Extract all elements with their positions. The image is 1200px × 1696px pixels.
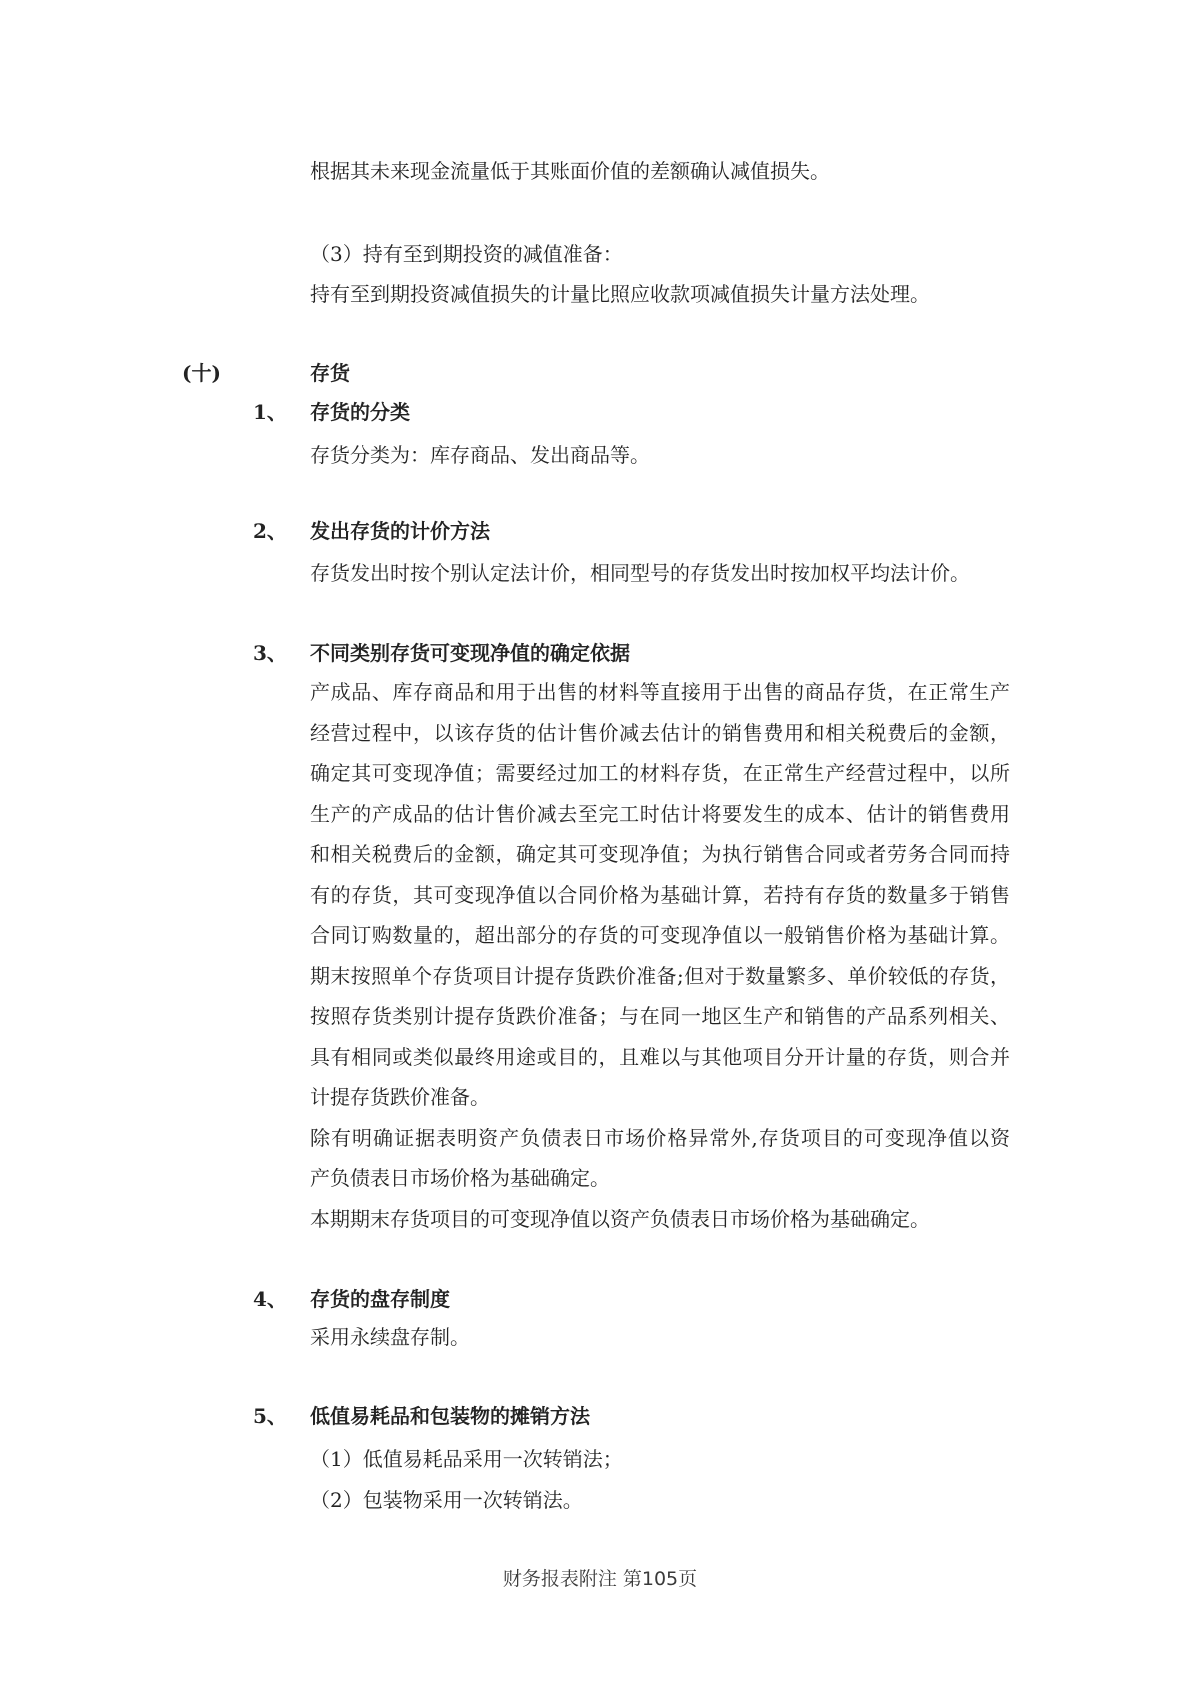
item-3-heading: 不同类别存货可变现净值的确定依据 (310, 641, 630, 665)
carryover-text-line: 根据其未来现金流量低于其账面价值的差额确认减值损失。 (310, 159, 830, 183)
item-4-number: 4、 (253, 1287, 287, 1311)
item-3-number: 3、 (253, 641, 287, 665)
paragraph-line: 经营过程中，以该存货的估计售价减去估计的销售费用和相关税费后的金额， (310, 720, 1010, 745)
paragraph-line: 具有相同或类似最终用途或目的，且难以与其他项目分开计量的存货，则合并 (310, 1044, 1010, 1069)
paragraph-line: 有的存货，其可变现净值以合同价格为基础计算，若持有存货的数量多于销售 (310, 882, 1010, 907)
paragraph-line: 期末按照单个存货项目计提存货跌价准备;但对于数量繁多、单价较低的存货， (310, 963, 1010, 988)
page-footer: 财务报表附注 第105页 (502, 1568, 698, 1590)
paragraph-line: 除有明确证据表明资产负债表日市场价格异常外,存货项目的可变现净值以资 (310, 1125, 1010, 1150)
clause-3-heading: （3）持有至到期投资的减值准备： (310, 242, 623, 266)
paragraph-line: 合同订购数量的，超出部分的存货的可变现净值以一般销售价格为基础计算。 (310, 923, 1010, 947)
paragraph-line: 生产的产成品的估计售价减去至完工时估计将要发生的成本、估计的销售费用 (310, 801, 1010, 826)
paragraph-line: 计提存货跌价准备。 (310, 1085, 490, 1109)
section-title: 存货 (310, 361, 350, 385)
paragraph-line: 按照存货类别计提存货跌价准备；与在同一地区生产和销售的产品系列相关、 (310, 1004, 1010, 1028)
paragraph-line: 和相关税费后的金额，确定其可变现净值；为执行销售合同或者劳务合同而持 (310, 842, 1010, 866)
item-2-heading: 发出存货的计价方法 (310, 519, 490, 543)
item-4-body: 采用永续盘存制。 (310, 1325, 470, 1349)
item-1-number: 1、 (253, 400, 287, 424)
item-5-heading: 低值易耗品和包装物的摊销方法 (310, 1404, 590, 1428)
clause-3-body: 持有至到期投资减值损失的计量比照应收款项减值损失计量方法处理。 (310, 282, 930, 306)
item-5-subitem-2: （2）包装物采用一次转销法。 (310, 1488, 583, 1512)
item-5-number: 5、 (253, 1404, 287, 1428)
item-2-body: 存货发出时按个别认定法计价，相同型号的存货发出时按加权平均法计价。 (310, 561, 970, 585)
inventory-nrv-paragraph (310, 672, 1010, 1239)
section-number: (十) (182, 361, 221, 385)
paragraph-line: 本期期末存货项目的可变现净值以资产负债表日市场价格为基础确定。 (310, 1206, 930, 1231)
item-2-number: 2、 (253, 519, 287, 543)
paragraph-line: 产负债表日市场价格为基础确定。 (310, 1166, 610, 1190)
paragraph-line: 确定其可变现净值；需要经过加工的材料存货，在正常生产经营过程中，以所 (310, 761, 1010, 785)
item-1-body: 存货分类为：库存商品、发出商品等。 (310, 443, 650, 467)
item-1-heading: 存货的分类 (310, 400, 410, 424)
paragraph-line: 产成品、库存商品和用于出售的材料等直接用于出售的商品存货，在正常生产 (310, 680, 1010, 704)
item-4-heading: 存货的盘存制度 (310, 1287, 450, 1311)
item-5-subitem-1: （1）低值易耗品采用一次转销法； (310, 1447, 623, 1471)
